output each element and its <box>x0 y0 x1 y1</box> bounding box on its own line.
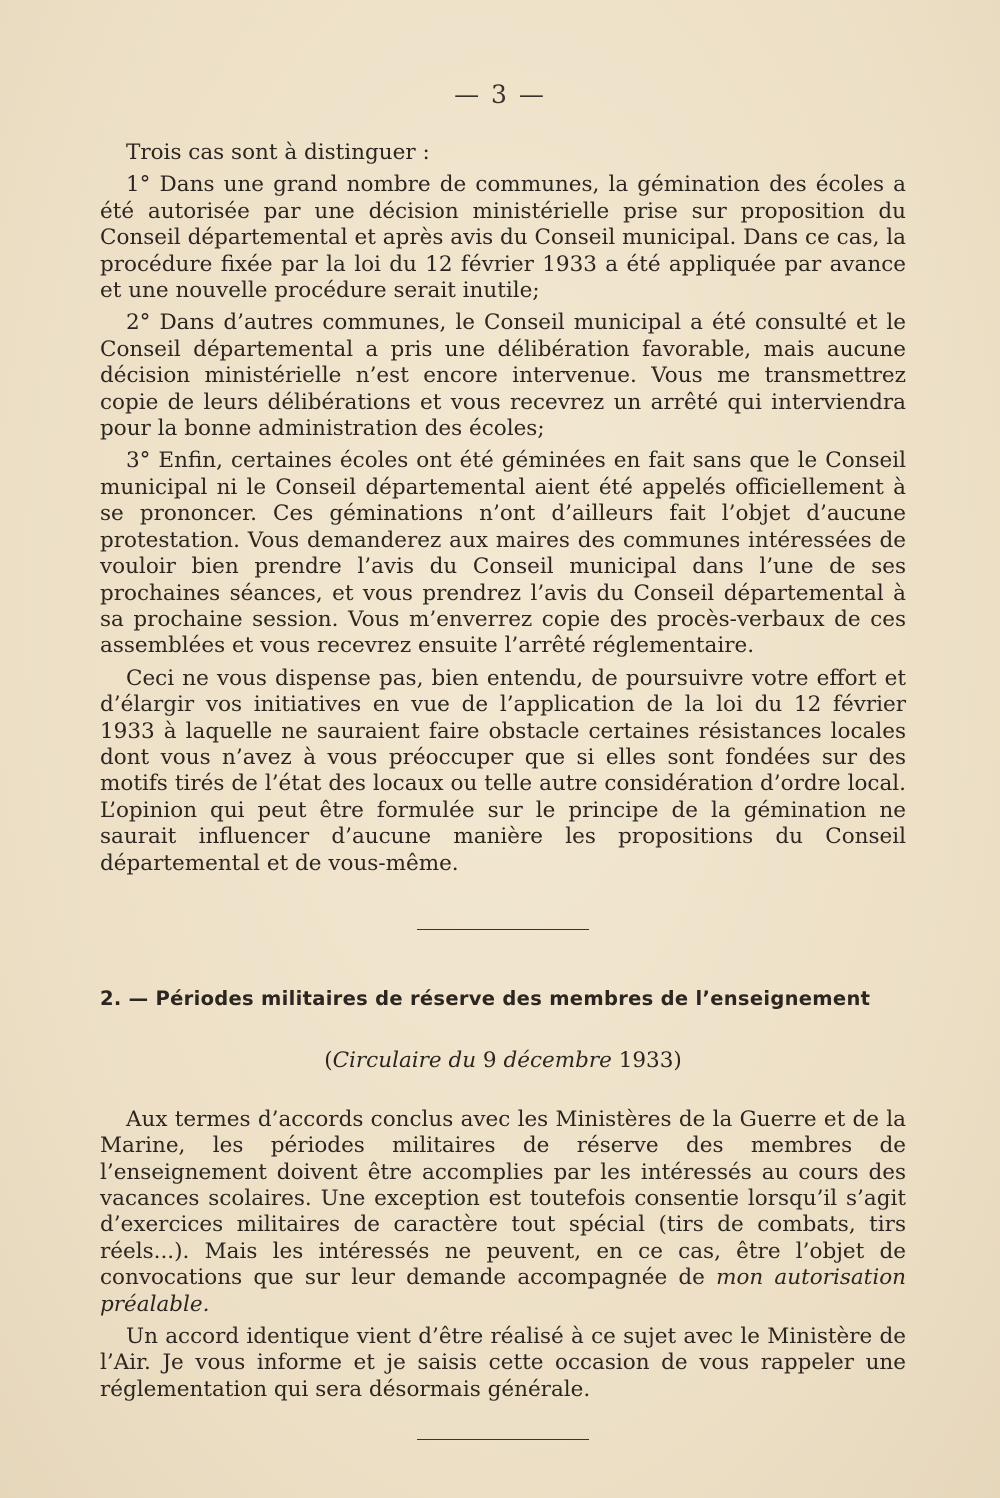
page-body <box>100 140 906 1440</box>
circular-reference: (Circulaire du 9 décembre 1933) <box>324 1048 682 1074</box>
closing-paragraph: Ceci ne vous dispense pas, bien entendu, de poursuivre votre effort et d’élargir vos initiatives en vue de l’application de la loi du 12 février 1933 à laquelle ne sauraient faire obstacle certaines résistances locales dont vous n’avez à vous préoccuper que si elles sont fondées sur des motifs tirés de l’état des locaux ou telle autre considération d’ordre local. L’opinion qui peut être formulée sur le principe de la gémination ne saurait influencer d’aucune manière les propositions du Conseil départemental et de vous-même. <box>100 665 906 876</box>
air-ministry-paragraph: Un accord identique vient d’être réalisé à ce sujet avec le Ministère de l’Air. Je vous informe et je saisis cette occasion de vous rappeler une réglementation qui sera désormais générale. <box>100 1324 906 1402</box>
case-1-paragraph: 1° Dans une grand nombre de communes, la gémination des écoles a été autorisée par une décision ministérielle prise sur proposition du Conseil départemental et après avis du Conseil municipal. Dans ce cas, la procédure fixée par la loi du 12 février 1933 a été appliquée par avance et une nouvelle procédure serait inutile; <box>100 172 906 304</box>
bottom-divider <box>417 1439 589 1440</box>
section-divider <box>417 929 589 930</box>
military-periods-paragraph: Aux termes d’accords conclus avec les Ministères de la Guerre et de la Marine, les périodes militaires de réserve des membres de l’enseignement doivent être accomplies par les intéressés au cours des vacances scolaires. Une exception est toutefois consentie lorsqu’il s’agit d’exercices militaires de caractère tout spécial (tirs de combats, tirs réels...). Mais les intéressés ne peuvent, en ce cas, être l’objet de convocations que sur leur demande accompagnée de mon autorisation préalable. <box>100 1106 906 1317</box>
section-2-title: 2. — Périodes militaires de réserve des membres de l’enseignement <box>100 986 871 1010</box>
case-2-paragraph: 2° Dans d’autres communes, le Conseil municipal a été consulté et le Conseil départemental a pris une délibération favorable, mais aucune décision ministérielle n’est encore intervenue. Vous me transmettrez copie de leurs délibérations et vous recevrez un arrêté qui interviendra pour la bonne administration des écoles; <box>100 310 906 442</box>
section1-intro: Trois cas sont à distinguer : <box>126 140 430 165</box>
case-3-paragraph: 3° Enfin, certaines écoles ont été géminées en fait sans que le Conseil municipal ni le Conseil départemental aient été appelés officiellement à se prononcer. Ces géminations n’ont d’ailleurs fait l’objet d’aucune protestation. Vous demanderez aux maires des communes intéressées de vouloir bien prendre l’avis du Conseil municipal dans l’une de ses prochaines séances, et vous prendrez l’avis du Conseil départemental à sa prochaine session. Vous m’enverrez copie des procès-verbaux de ces assemblées et vous recevrez ensuite l’arrêté réglementaire. <box>100 448 906 659</box>
page-number: — 3 — <box>454 80 546 109</box>
